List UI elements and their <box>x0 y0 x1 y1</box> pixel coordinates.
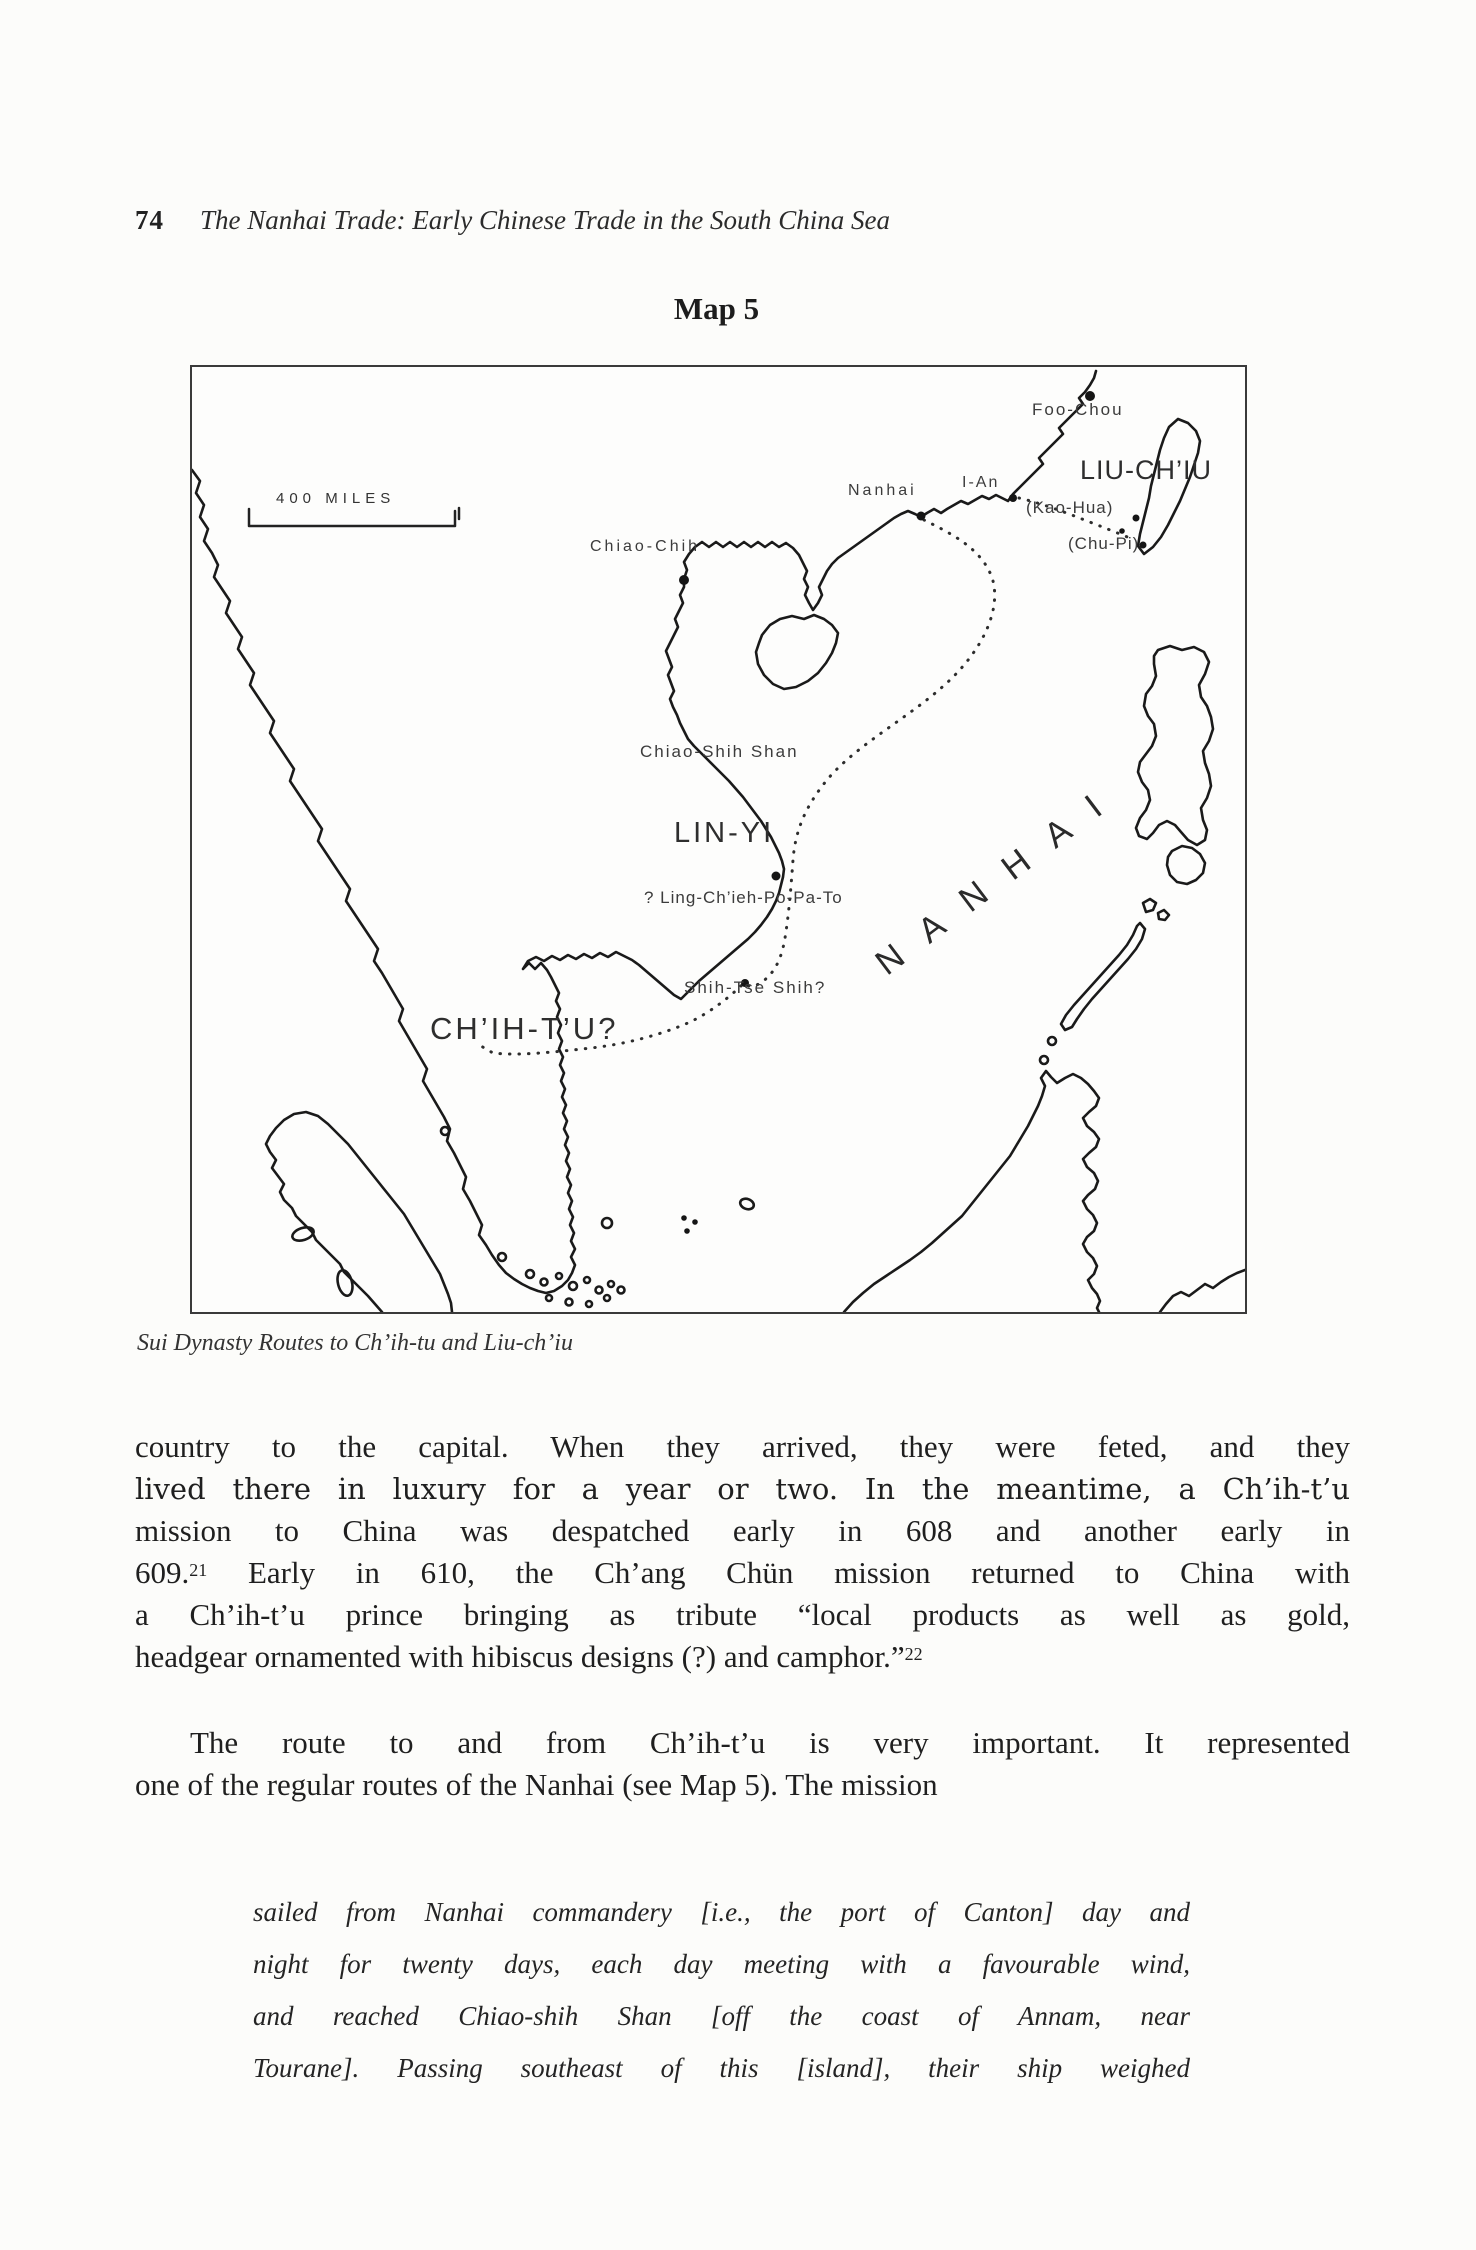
dot-nanhai <box>917 512 926 521</box>
anambas-dots <box>681 1215 698 1234</box>
map-label-lin-yi: LIN-YI <box>674 817 775 849</box>
footnote-reference: 21 <box>189 1560 208 1580</box>
block-quote <box>253 1886 1190 2094</box>
paragraph-1 <box>135 1426 1350 1678</box>
dot-kao-hua <box>1133 515 1140 522</box>
dot-chu-pi <box>1140 542 1147 549</box>
text-line <box>253 2042 1190 2094</box>
text-run: night for twenty days, each day meeting with a favourable wind, <box>253 1949 1190 1979</box>
island-sumatra <box>266 1112 452 1312</box>
text-line <box>135 1510 1350 1552</box>
map-label-chu-pi: (Chu-Pi) <box>1068 534 1140 553</box>
map-title: Map 5 <box>673 291 760 326</box>
map-label-chiao-shih-shan: Chiao-Shih Shan <box>640 742 799 761</box>
dot-lin-yi <box>772 872 781 881</box>
island-hainan <box>756 615 838 689</box>
text-run: sailed from Nanhai commandery [i.e., the port of Canton] day and <box>253 1897 1190 1927</box>
text-run: country to the capital. When they arrived, they were feted, and they <box>135 1429 1350 1464</box>
islet-palawan-1 <box>1048 1037 1056 1045</box>
map-label-ling-chieh-po-pa-to: ? Ling-Ch’ieh-Po-Pa-To <box>644 888 843 907</box>
text-run: Tourane]. Passing southeast of this [island], their ship weighed <box>253 2053 1190 2083</box>
text-line <box>253 1938 1190 1990</box>
route-chih-tu-dotted <box>481 520 995 1054</box>
coastline-borneo <box>844 1071 1100 1312</box>
running-title: The Nanhai Trade: Early Chinese Trade in the South China Sea <box>200 205 890 235</box>
map-label-kao-hua: (Kao-Hua) <box>1026 498 1114 517</box>
text-run: one of the regular routes of the Nanhai (see Map 5). The mission <box>135 1767 938 1802</box>
text-line <box>135 1636 1350 1678</box>
text-line <box>253 1886 1190 1938</box>
text-line <box>135 1468 1350 1510</box>
page-header <box>135 205 890 236</box>
islet-natuna <box>739 1197 756 1211</box>
islets-philippines <box>1143 899 1169 920</box>
dot-chiao-chih <box>679 575 689 585</box>
island-taiwan <box>1138 419 1200 554</box>
scale-bar <box>249 508 459 526</box>
text-line <box>135 1722 1350 1764</box>
footnote-reference: 22 <box>904 1644 923 1664</box>
map-label-foo-chou: Foo-Chou <box>1032 400 1124 419</box>
text-run: The route to and from Ch’ih-t’u is very important. It represented <box>190 1725 1350 1760</box>
map-label-nanhai-port: Nanhai <box>848 482 917 499</box>
text-run: headgear ornamented with hibiscus designs (?) and camphor.” <box>135 1639 905 1674</box>
map-label-chih-tu: CH’IH-T’U? <box>430 1011 619 1046</box>
dot-i-an <box>1009 494 1017 502</box>
text-line <box>135 1426 1350 1468</box>
map-label-liu-chiu: LIU-CH’IU <box>1080 455 1213 485</box>
map-label-nanhai-sea: NANHAI <box>868 770 1132 983</box>
map-caption: Sui Dynasty Routes to Ch’ih-tu and Liu-ch’iu <box>137 1330 573 1356</box>
text-run: Early in 610, the Ch’ang Chün mission returned to China with <box>207 1555 1350 1590</box>
map-label-shih-tse-shih: Shih-Tse Shih? <box>684 978 827 997</box>
scale-label: 400 MILES <box>276 490 396 507</box>
map-label-i-an: I-An <box>962 474 1000 491</box>
islet-sumatra-west-1 <box>291 1225 316 1243</box>
map-label-chiao-chih: Chiao-Chih <box>590 538 701 555</box>
islet-penang <box>441 1127 449 1135</box>
text-run: lived there in luxury for a year or two. In the meantime, a Ch’ih-t’u <box>135 1472 1350 1506</box>
text-run: and reached Chiao-shih Shan [off the coast of Annam, near <box>253 2001 1190 2031</box>
islet-singapore <box>498 1253 506 1261</box>
text-line <box>135 1764 1350 1806</box>
text-line <box>135 1552 1350 1594</box>
coastline-southeast-corner <box>1160 1270 1245 1312</box>
island-mindoro <box>1167 846 1205 884</box>
paragraph-2 <box>135 1722 1350 1806</box>
island-luzon <box>1136 646 1213 845</box>
text-run: a Ch’ih-t’u prince bringing as tribute “local products as well as gold, <box>135 1597 1350 1632</box>
text-run: mission to China was despatched early in 608 and another early in <box>135 1513 1350 1548</box>
text-run: 609. <box>135 1555 190 1590</box>
map-figure <box>190 365 1247 1314</box>
dot-taiwan-west <box>1119 528 1125 534</box>
islet-gulf <box>602 1218 612 1228</box>
islet-palawan-2 <box>1040 1056 1048 1064</box>
riau-island-cluster <box>526 1270 625 1307</box>
island-palawan <box>1061 923 1145 1030</box>
page-number: 74 <box>135 205 164 235</box>
text-line <box>135 1594 1350 1636</box>
text-line <box>253 1990 1190 2042</box>
coastline-mainland <box>192 371 1096 1293</box>
